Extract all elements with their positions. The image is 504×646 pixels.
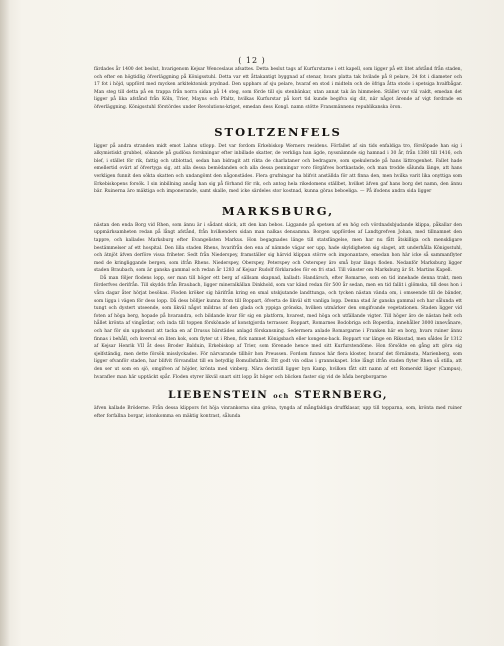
heading-liebenstein-name: LIEBENSTEIN bbox=[168, 389, 269, 402]
page-number: ( 12 ) bbox=[238, 56, 266, 65]
heading-sternberg-name: STERNBERG, bbox=[294, 389, 388, 402]
text-column bbox=[94, 66, 462, 420]
heading-conjunction: och bbox=[273, 392, 290, 401]
marksburg-paragraph-1: nästan den enda Borg vid Rhen, som ännu är i sådant skick, att den kan bebos. Liggande på spetsen af en hög och vördnadsbjudande klippa, påkallar den uppmärksamheten redan på långt afstånd, från hvilkenders sidan man nalkas densamma. Borgen uppfördes af Landtgrefven Johan, med tillnamnet den tappre, och kallades Marksburg efter Evangelisten Markus. Hon begagnades länge till statsfängelse, men har nu fått åtskilliga och menskligare bestämmelser af ett hospital. Den lilla staden Rhens, hvarifrån den ena af nämnde vägar ser upp, hade skyldigheten sig slaget, att underhålla Königsstuhl, och ätnjöt äfven derföre vissa friheter. Sedt från Niederspey, framställer sig härvid klippan större och imponantare, emedan hon här icke så sammanflyter med de kringliggande bergen, som ifrån Rhens. Niederspey, Oberspey, Peterspey och Osterspey äro små byar längs floden. Nedanför Marksburg ligger staden Braubach, som är ganska gammal och redan år 1283 af Kejsar Rudolf förklarades för en fri stad. Till vänster om Marksburg är St. Martins Kapell. bbox=[94, 222, 462, 274]
page-spine-shadow bbox=[0, 0, 10, 646]
section-heading-marksburg: MARKSBURG, bbox=[221, 203, 335, 218]
intro-paragraph: färdades år 1400 det beslut, hvarigenom Kejsar Wenceslaus afsattes. Detta beslut tags af Kurfurstarne i ett kapell, som ligger på ett litet afstånd från staden, och efter en högtidlig öfverläggning på Königsstuhl. Detta var ett åttakantigt byggnad af stenar, hvars platta tak hvilade på 8 pelare, 24 fot i diameter och 17 fot i höjd, uppförd med mycken arkitektonisk prydnad. Den uppbars af sju pelare, hvaraf en stod i midteln och de öfriga åtta stodo i spetsiga hvalfbågar. Man steg till detta på en trappa från norra sidan på 14 steg, som förde till sju stenbänkar, utan annat tak än himmelen. Stället var väl valdt, emedan det ligger på lika afstånd från Köln, Trier, Mayns och Pfaltz, hvilkas Kurfurstar på kort tid kunde begifva sig dit, när något ärende af vigt fordrade en öfverläggning. Königsstuhl förstördes under Revolutions-kriget, emedan dess Kongl. namn stötte Fransmännens republikanska öron. bbox=[94, 67, 462, 110]
section-heading-liebenstein bbox=[94, 389, 462, 401]
liebenstein-paragraph: äfven kallade Bröderne. Från dessa klippors fot höja vinrankorna sina gröna, tyngda af mångfaldiga druffklasar, upp till topparna, som, krönta med ruiner efter forfallna borgar, istonkomma en mäktig kontrast, sålunda bbox=[94, 406, 462, 419]
section-heading-stoltzenfels: STOLTZENFELS bbox=[214, 124, 342, 139]
stoltzenfels-paragraph: ligger på andra stranden midt emot Lahns utlopp. Det var fordom Erkebiskop Werners residens. Förfallet af sin tids enfaldiga tro, förslöpade han sig i alkymistiskt grubbel, sökande på gudlösa forskningar efter inbillade skatter, de verkliga han ägde, nyssnämnde sig hamnad i 30 år, från 1388 till 1416, och blef, i stället för rik, fattig och utblottad, sedan han bidragit att rikta de charlataner och bedragare, som spekulerade på hans lättrogenhet. Fallet hade emellertid ovärt af öfvertyga sig, att alla dessa bemödanden och alla dessa penningar voro förgäfves bortkastade, och man trodde sålunda länge, att hans verkligen funnit den sökta skatten och undangömt den någonstädes. Flera grufningar ha blifvit anställda för att finna den, men hvilka varit lika onyttiga som Erkebiskopens forsök. I sin inbillning ansåg han sig på förhand för rik, och antog hela rikedomens ställbet, hvilket äfven gaf hans borg det namn, den ännu bär. Ruinerna äro mäktiga och imponerande, samt skalle, med icke särdeles stor kostnad, kunna göras beboeliga. — På ifodens andra sida ligger bbox=[94, 143, 462, 195]
marksburg-paragraph-2: Då man följer flodens lopp, ser man till höger ett berg af sällsam skapnad, kalladt: Handärsch, efter Romarne, som en tid innehade denna trakt, men förderfves derifrån. Till skydds från Braubach, ligger mineralkällan Dinkhold, som var känd redan för 500 år sedan, men en tid fallit i glömska, till dess hon i våra dagar åter hörjat besökas. Floden kröker sig härifrån kring en smal utskjutande landttunga, och tycken nästan vända om, i omseende till de bänder, som ligga i vägen för dess lopp. Då dess bölljer kunna from till Boppart, öfverta de likväl sitt vanliga lopp. Denna stad är ganska gammal och har sålunda ett tungt och dystert utseende, som likväl något mildras af den glada och yppiga grönska, hvilken utmärker den omgifvande vegetationen. Staden ligger vid foten af höga berg, hopade på hvarandra, och bildande kvar för sig en platform, hvarest, med höga och utfällande vigter. Till höger äro de nästan helt och hållet kröntа af vingårdar, och inda till toppen förskönade af konstgjorda terrasser. Boppart, Romarnes Bodobriga och Boperdia, innehåller 3000 innevånare, och har för sin upphomst att tacka en af Drusus bärstädes anlagd förskansning. Sedermera anlade Romargarne i Franken här en borg, hvars ruiner ännu finnas i behåll, och kverval en liten kok, som flyter ut i Rhen, fick namnet Königsbach eller kongens-back. Boppart var länge en Riksstad, men såldes år 1312 af Kejsar Henrik VII åt dess Broder Balduin, Erkebiskop af Trier, som förenade hence med sitt Kurfurstendöme. Hon försökte en gång att göra sig sjelfständig, men dette försök misslyckades. För närvarande tillhör hon Preussen. Fordom funnos här flera kloster, hvaraf det förnämsta, Marienberg, som ligger ofvanför staden, har blifvit förvandlat till en betydlig Bomullsfabrik. Ett godt vin odlas i grannskapet. Icke långt ifrån staden flyter Rhen så stilla, att den ser ut som en sjö, omgifven af höjder, krönta med vinberg. Nära derintill ligger byn Kamp, hvilken fått sitt namn af ett Romerskt läger (Campus), hvaraflev man här upptäckt spår. Floden styrer likväl snart sitt lopp åt höger och blicken faster sig vid de båda bergborgarne bbox=[94, 275, 462, 380]
